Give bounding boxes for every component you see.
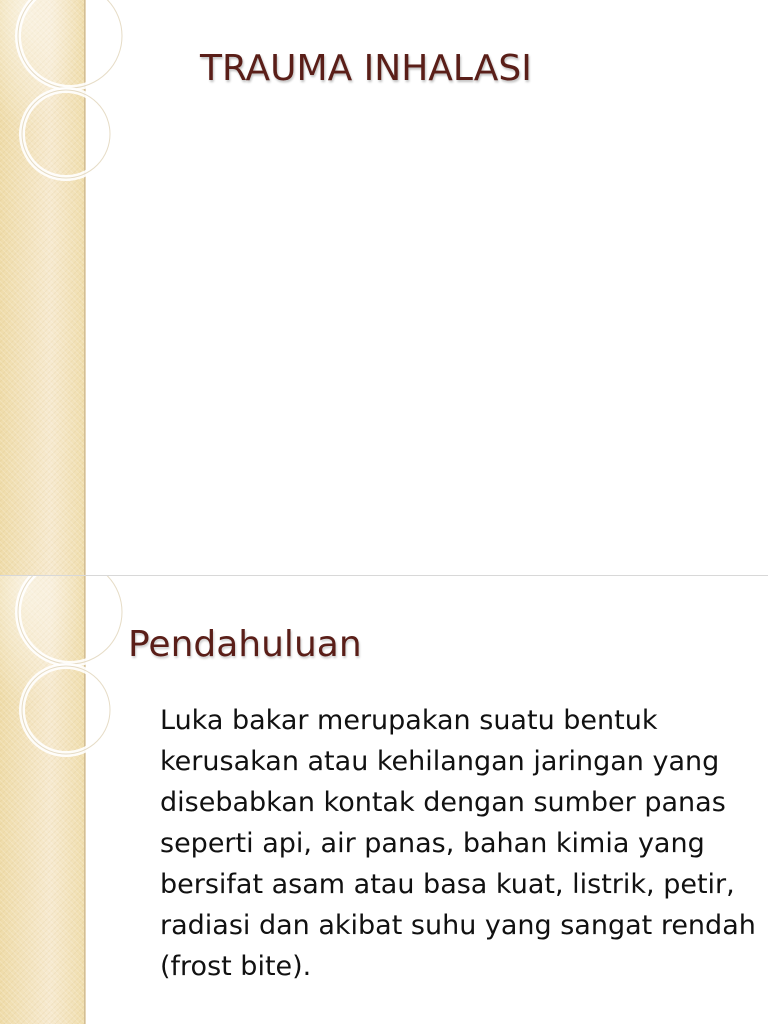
- section-heading: Pendahuluan: [128, 624, 362, 665]
- decorative-ring-icon: [0, 0, 130, 200]
- slide-2: [0, 576, 768, 1024]
- body-paragraph: Luka bakar merupakan suatu bentuk kerusakan atau kehilangan jaringan yang disebabkan kontak dengan sumber panas seperti api, air panas, bahan kimia yang bersifat asam atau basa kuat, listrik, petir, radiasi dan akibat suhu yang sangat rendah (frost bite).: [160, 705, 756, 982]
- decorative-ring-icon: [0, 576, 130, 776]
- slide-title: TRAUMA INHALASI: [200, 48, 532, 89]
